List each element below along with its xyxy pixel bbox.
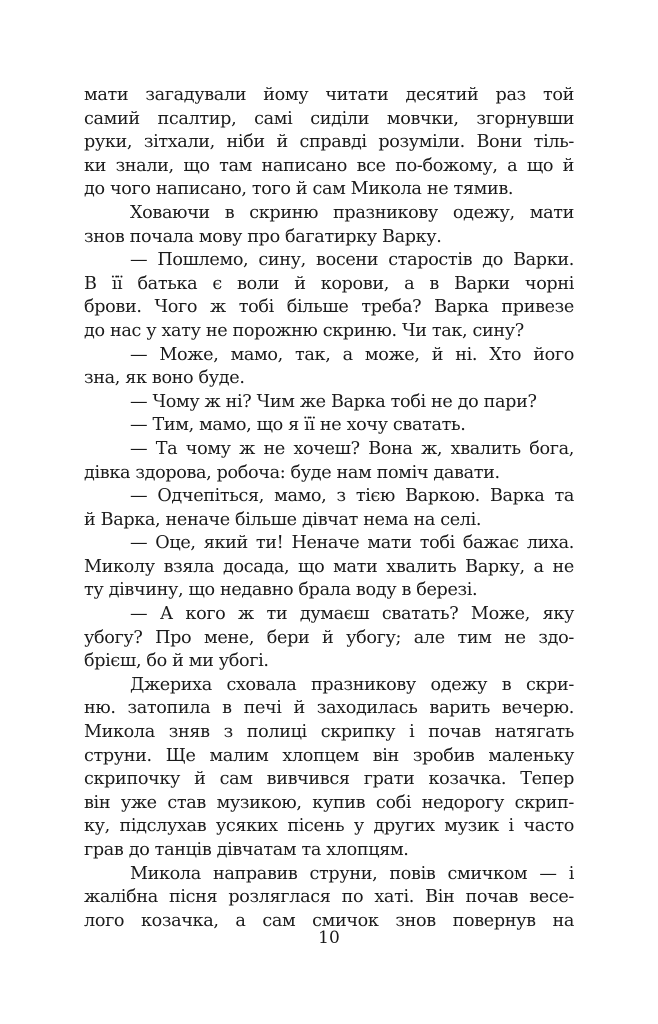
text-line: лого козачка, а сам смичок знов повернув на bbox=[84, 910, 574, 931]
text-line: брови. Чого ж тобі більше треба? Варка привезе bbox=[84, 297, 574, 318]
paragraph-first-line: — А кого ж ти думаєш сватать? Може, яку bbox=[130, 604, 574, 625]
paragraph-first-line: Микола направив струни, повів смичком — і bbox=[130, 863, 574, 884]
text-line: брієш, бо й ми убогі. bbox=[84, 651, 269, 672]
text-line: дівка здорова, робоча: буде нам поміч давати. bbox=[84, 462, 500, 483]
page-number: 10 bbox=[318, 928, 340, 948]
text-line: ку, підслухав усяких пісень у других музик і часто bbox=[84, 816, 574, 837]
paragraph-first-line: — Може, мамо, так, а може, й ні. Хто його bbox=[130, 344, 574, 365]
paragraph-first-line: — Та чому ж не хочеш? Вона ж, хвалить бога, bbox=[130, 438, 574, 459]
text-line: Миколу взяла досада, що мати хвалить Варку, а не bbox=[84, 556, 574, 577]
paragraph-first-line: — Пошлемо, сину, восени старостів до Варки. bbox=[130, 250, 574, 271]
text-line: до нас у хату не порожню скриню. Чи так, сину? bbox=[84, 320, 524, 341]
text-line: ки знали, що там написано все по-божому, а що й bbox=[84, 155, 574, 176]
text-line: скрипочку й сам вивчився грати козачка. Тепер bbox=[84, 769, 574, 790]
text-line: й Варка, неначе більше дівчат нема на селі. bbox=[84, 509, 482, 530]
text-line: убогу? Про мене, бери й убогу; але тим не здо- bbox=[84, 627, 574, 648]
paragraph-first-line: — Чому ж ні? Чим же Варка тобі не до пари? bbox=[130, 391, 537, 412]
text-line: зна, як воно буде. bbox=[84, 368, 245, 389]
text-line: ню. затопила в печі й заходилась варить вечерю. bbox=[84, 698, 574, 719]
text-line: В її батька є воли й корови, а в Варки чорні bbox=[84, 273, 574, 294]
page-body-text bbox=[84, 84, 574, 933]
text-line: знов почала мову про багатирку Варку. bbox=[84, 226, 442, 247]
text-line: ту дівчину, що недавно брала воду в березі. bbox=[84, 580, 478, 601]
paragraph-first-line: — Одчепіться, мамо, з тією Варкою. Варка та bbox=[130, 486, 574, 507]
text-line: руки, зітхали, ніби й справді розуміли. Вони тіль- bbox=[84, 132, 574, 153]
text-line: до чого написано, того й сам Микола не тямив. bbox=[84, 179, 514, 200]
text-line: струни. Ще малим хлопцем він зробив маленьку bbox=[84, 745, 574, 766]
text-line: самий псалтир, самі сиділи мовчки, згорнувши bbox=[84, 108, 574, 129]
text-line: грав до танців дівчатам та хлопцям. bbox=[84, 840, 409, 860]
text-line: він уже став музикою, купив собі недорогу скрип- bbox=[84, 792, 574, 813]
paragraph-first-line: — Оце, який ти! Неначе мати тобі бажає лиха. bbox=[130, 533, 574, 554]
text-line: Микола зняв з полиці скрипку і почав натягать bbox=[84, 722, 574, 743]
paragraph-first-line: Ховаючи в скриню празникову одежу, мати bbox=[130, 202, 574, 223]
paragraph-first-line: Джериха сховала празникову одежу в скри- bbox=[130, 674, 574, 695]
text-line: жалібна пісня розляглася по хаті. Він почав весе- bbox=[84, 887, 574, 908]
paragraph-first-line: — Тим, мамо, що я її не хочу сватать. bbox=[130, 415, 466, 436]
text-line: мати загадували йому читати десятий раз той bbox=[84, 85, 574, 105]
